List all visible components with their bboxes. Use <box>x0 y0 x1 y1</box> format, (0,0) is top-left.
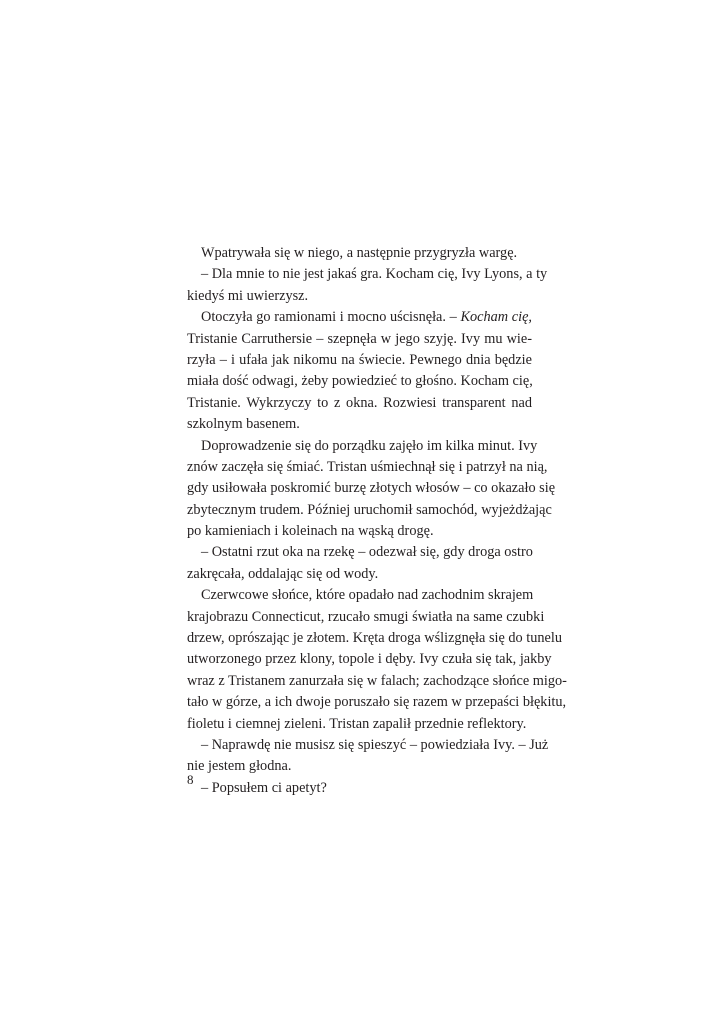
text-line: – Popsułem ci apetyt? <box>201 779 327 796</box>
text-line: Tristanie Carruthersie – szepnęła w jego szyję. Ivy mu wie- <box>187 330 532 347</box>
text-line: fioletu i ciemnej zieleni. Tristan zapalił przednie reflektory. <box>187 715 527 732</box>
text-line-roman: Otoczyła go ramionami i mocno uścisnęła. – <box>201 309 461 326</box>
page-number: 8 <box>187 772 194 787</box>
text-line: znów zaczęła się śmiać. Tristan uśmiechnął się i patrzył na nią, <box>187 458 548 475</box>
text-line: – Dla mnie to nie jest jakaś gra. Kocham cię, Ivy Lyons, a ty <box>201 266 548 283</box>
text-line-italic: Kocham cię, <box>460 309 532 326</box>
text-line: gdy usiłowała poskromić burzę złotych włosów – co okazało się <box>187 480 556 497</box>
text-line: tało w górze, a ich dwoje poruszało się razem w przepaści błękitu, <box>187 694 567 711</box>
text-line: krajobrazu Connecticut, rzucało smugi światła na same czubki <box>187 608 545 625</box>
text-line: Doprowadzenie się do porządku zajęło im kilka minut. Ivy <box>201 437 538 454</box>
text-line: utworzonego przez klony, topole i dęby. Ivy czuła się tak, jakby <box>187 651 552 668</box>
text-line: Wpatrywała się w niego, a następnie przygryzła wargę. <box>201 245 518 261</box>
text-line <box>187 307 532 328</box>
text-line: rzyła – i ufała jak nikomu na świecie. Pewnego dnia będzie <box>187 351 532 368</box>
text-line: miała dość odwagi, żeby powiedzieć to głośno. Kocham cię, <box>187 373 533 390</box>
text-line: po kamieniach i koleinach na wąską drogę. <box>187 523 434 540</box>
text-line: – Ostatni rzut oka na rzekę – odezwał się, gdy droga ostro <box>201 544 533 561</box>
text-line: szkolnym basenem. <box>187 416 300 433</box>
text-line: zakręcała, oddalając się od wody. <box>187 565 379 582</box>
text-line: nie jestem głodna. <box>187 758 292 775</box>
text-line: kiedyś mi uwierzysz. <box>187 287 309 304</box>
text-line: – Naprawdę nie musisz się spieszyć – powiedziała Ivy. – Już <box>201 736 549 753</box>
text-line: Czerwcowe słońce, które opadało nad zachodnim skrajem <box>201 587 534 604</box>
text-line: zbytecznym trudem. Później uruchomił samochód, wyjeżdżając <box>187 501 552 518</box>
text-line: Tristanie. Wykrzyczy to z okna. Rozwiesi transparent nad <box>187 394 532 411</box>
body-text <box>187 243 567 799</box>
text-line: wraz z Tristanem zanurzała się w falach; zachodzące słońce migo- <box>187 672 567 689</box>
text-line: drzew, oprószając je złotem. Kręta droga wślizgnęła się do tunelu <box>187 630 563 647</box>
